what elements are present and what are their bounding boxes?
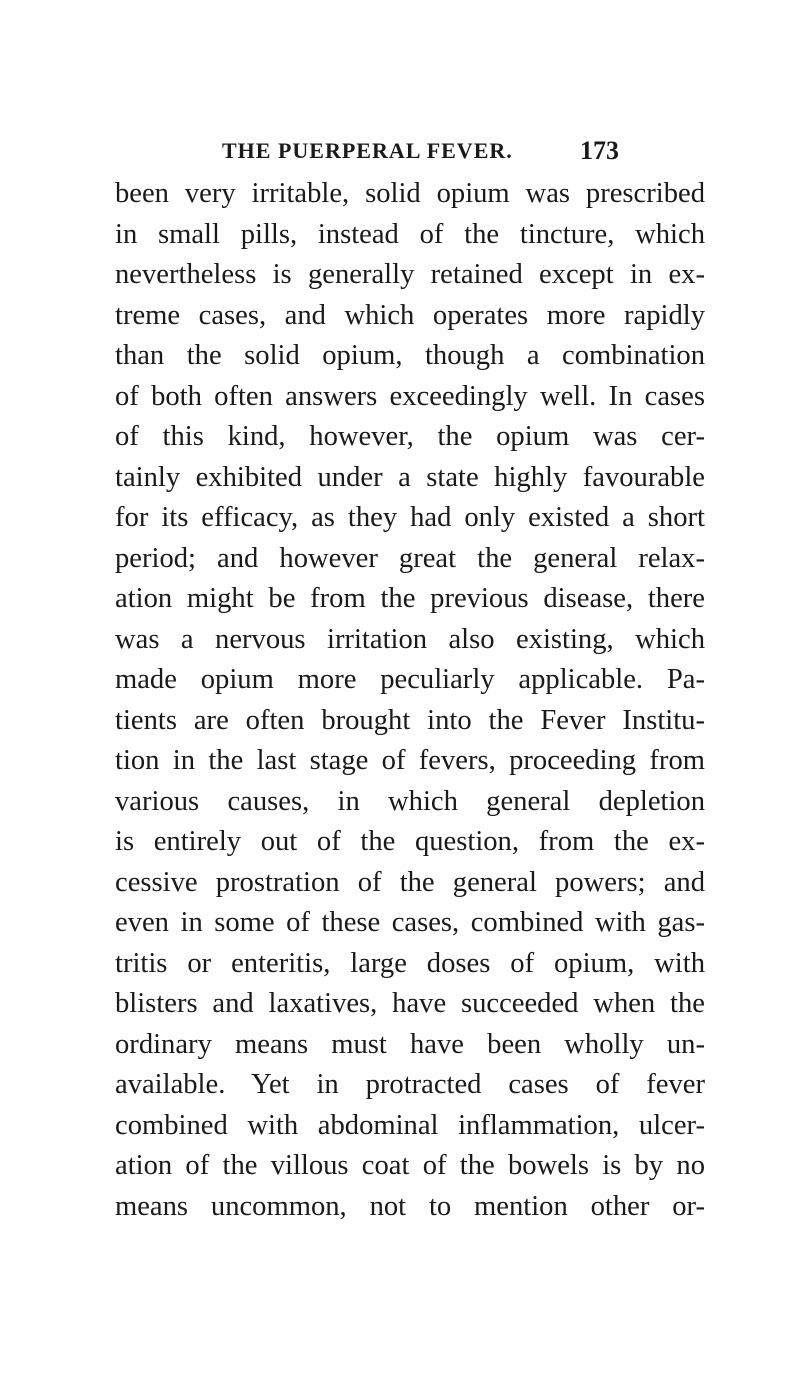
- body-text: [115, 174, 705, 1227]
- text-line: of this kind, however, the opium was cer-: [115, 421, 705, 452]
- text-line: than the solid opium, though a combination: [115, 340, 705, 371]
- text-line: is entirely out of the question, from the ex-: [115, 826, 705, 857]
- text-line: various causes, in which general depletion: [115, 785, 705, 817]
- page-number: 173: [580, 136, 619, 165]
- text-line: tients are often brought into the Fever Institu-: [115, 704, 705, 736]
- text-line: ation of the villous coat of the bowels is by no: [115, 1150, 705, 1181]
- text-line: for its efficacy, as they had only existed a short: [115, 502, 705, 533]
- text-line: even in some of these cases, combined with gas-: [115, 907, 705, 938]
- text-line: available. Yet in protracted cases of fever: [115, 1069, 705, 1100]
- text-line: ation might be from the previous disease, there: [115, 583, 705, 614]
- text-line: ordinary means must have been wholly un-: [115, 1028, 705, 1060]
- text-line: was a nervous irritation also existing, which: [115, 623, 705, 655]
- text-line: period; and however great the general relax-: [115, 542, 705, 574]
- text-line: been very irritable, solid opium was prescribed: [115, 178, 705, 209]
- text-line: tritis or enteritis, large doses of opium, with: [115, 947, 705, 979]
- text-line: in small pills, instead of the tincture, which: [115, 218, 705, 250]
- text-line: tion in the last stage of fevers, proceeding from: [115, 745, 705, 776]
- running-title: THE PUERPERAL FEVER.: [222, 138, 513, 163]
- text-line: cessive prostration of the general powers; and: [115, 866, 705, 898]
- text-line: means uncommon, not to mention other or-: [115, 1190, 705, 1222]
- text-line: treme cases, and which operates more rapidly: [115, 299, 705, 331]
- text-line: nevertheless is generally retained except in ex-: [115, 259, 705, 290]
- text-line: combined with abdominal inflammation, ulcer-: [115, 1109, 705, 1141]
- text-line: blisters and laxatives, have succeeded when the: [115, 988, 705, 1019]
- text-line: tainly exhibited under a state highly favourable: [115, 461, 705, 493]
- text-line: of both often answers exceedingly well. In cases: [115, 380, 705, 412]
- text-line: made opium more peculiarly applicable. Pa-: [115, 664, 705, 695]
